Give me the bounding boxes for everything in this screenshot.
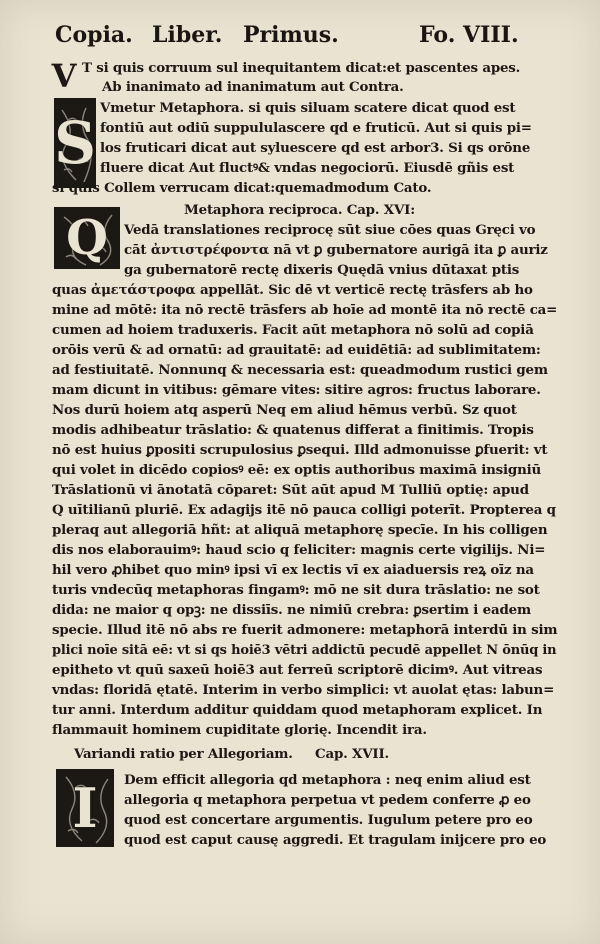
text-line: quod est caput causę aggredi. Et tragulam inijcere pro eo: [124, 832, 547, 848]
text-line: qui volet in dicēdo copiosꝰ eē: ex optis authoribus maximā insigniū: [52, 462, 542, 478]
header-folio: Fo. VIII.: [419, 22, 519, 48]
text-line: cumen ad hoiem traduxeris. Facit aūt metaphora nō solū ad copiā: [52, 322, 534, 338]
text-line: turis vndecūq metaphoras fingamꝰ: mō ne sit dura trāslatio: ne sot: [52, 582, 540, 598]
text-line: Vmetur Metaphora. si quis siluam scatere dicat quod est: [100, 100, 516, 116]
text-line: mam dicunt in vitibus: gēmare vites: sitire agros: fructus laborare.: [52, 382, 541, 398]
text-line: Q uītilianū pluriē. Ex adagijs itē nō pauca colligi poterīt. Propterea q: [52, 502, 556, 518]
initial-v: [50, 58, 78, 94]
text-line: fontiū aut odiū suppululascere qd e fruticū. Aut si quis pi=: [100, 120, 532, 136]
text-line: Vedā translationes reciprocę sūt siue cōes quas Gręci vo: [124, 222, 536, 238]
header-liber: Liber.: [152, 22, 223, 48]
text-line: pleraq aut allegoriā hñt: at aliquā metaphorę specīe. In his colligen: [52, 522, 548, 538]
text-line: tur anni. Interdum additur quiddam quod metaphoram explicet. In: [52, 702, 543, 718]
text-line: orōis verū & ad ornatū: ad grauitatē: ad euidētiā: ad sublimitatem:: [52, 342, 541, 358]
header-primus: Primus.: [243, 22, 339, 48]
initial-s: [54, 98, 96, 188]
text-line: hil vero ꝓhibet quo minꝰ ipsi vī ex lectis vī ex aiaduersis reꝝ oīz na: [52, 562, 534, 578]
text-line: nō est huius ꝑpositi scrupulosius ꝑsequi. Illd admonuisse ꝑfuerit: vt: [52, 442, 548, 458]
chapter-heading-xvi: Metaphora reciproca. Cap. XVI:: [184, 202, 415, 218]
header-copia: Copia.: [55, 22, 133, 48]
text-line: T si quis corruum sul inequitantem dicat:et pascentes apes.: [82, 60, 521, 76]
text-line: vndas: floridā ętatē. Interim in verbo simplici: vt auolat ętas: labun=: [52, 682, 555, 698]
text-line: epitheto vt quū saxeū hoiē3 aut ferreū scriptorē dicimꝰ. Aut vitreas: [52, 662, 543, 678]
text-line: Nos durū hoiem atq asperū Neq em aliud hēmus verbū. Sz quot: [52, 402, 517, 418]
initial-s-letter: S: [54, 109, 96, 177]
text-line: dida: ne maior q opꝫ: ne dissiīs. ne nimiū crebra: ꝑsertim i eadem: [52, 602, 531, 618]
text-line: fluere dicat Aut fluctꝰ& vndas negociorū. Eiusdē gñis est: [100, 160, 515, 176]
initial-q-letter: Q: [66, 210, 108, 266]
initial-i: [56, 769, 114, 847]
text-line: Trāslationū vi ānotatā cōparet: Sūt aūt apud M Tulliū optię: apud: [52, 482, 529, 498]
running-header: [55, 22, 555, 52]
chapter-heading-xvii: Variandi ratio per Allegoriam. Cap. XVII.: [74, 746, 390, 762]
text-line: ga gubernatorē rectę dixeris Quędā vnius dūtaxat ptis: [124, 262, 520, 278]
text-line: Dem efficit allegoria qd metaphora : neq enim aliud est: [124, 772, 531, 788]
text-line: modis adhibeatur trāslatio: & quatenus differat a finitimis. Tropis: [52, 422, 534, 438]
text-line: quas ἀμετάστροφα appellāt. Sic dē vt verticē rectę trāsfers ab ho: [52, 282, 533, 298]
text-line: allegoria q metaphora perpetua vt pedem conferre ꝓ eo: [124, 792, 531, 808]
text-line: ad festiuitatē. Nonnunq & necessaria est: queadmodum rustici gem: [52, 362, 548, 378]
text-line: cāt ἀντιστρέφοντα nā vt ꝑ gubernatore aurigā ita ꝑ auriz: [124, 242, 548, 258]
initial-i-letter: I: [72, 776, 98, 840]
text-line: mine ad mōtē: ita nō rectē trāsfers ab hoīe ad montē ita nō rectē ca=: [52, 302, 558, 318]
initial-q: [54, 207, 120, 269]
text-line: dis nos elaborauimꝰ: haud scio q feliciter: magnis certe vigilijs. Ni=: [52, 542, 546, 558]
text-line: quod est concertare argumentis. Iugulum petere pro eo: [124, 812, 533, 828]
text-line: specie. Illud itē nō abs re fuerit admonere: metaphorā interdū in sim: [52, 622, 558, 638]
section-heading: Ab inanimato ad inanimatum aut Contra.: [102, 79, 404, 95]
initial-v-letter: V: [51, 57, 77, 95]
text-line: los fruticari dicat aut syluescere qd est arbor3. Si qs orōne: [100, 140, 531, 156]
text-line: flammauit hominem cupiditate glorię. Incendit ira.: [52, 722, 427, 738]
text-line: si quis Collem verrucam dicat:quemadmodum Cato.: [52, 180, 432, 196]
text-line: plici noīe sitā eē: vt si qs hoiē3 vētri addictū pecudē appellet N ōnūq in: [52, 642, 557, 658]
